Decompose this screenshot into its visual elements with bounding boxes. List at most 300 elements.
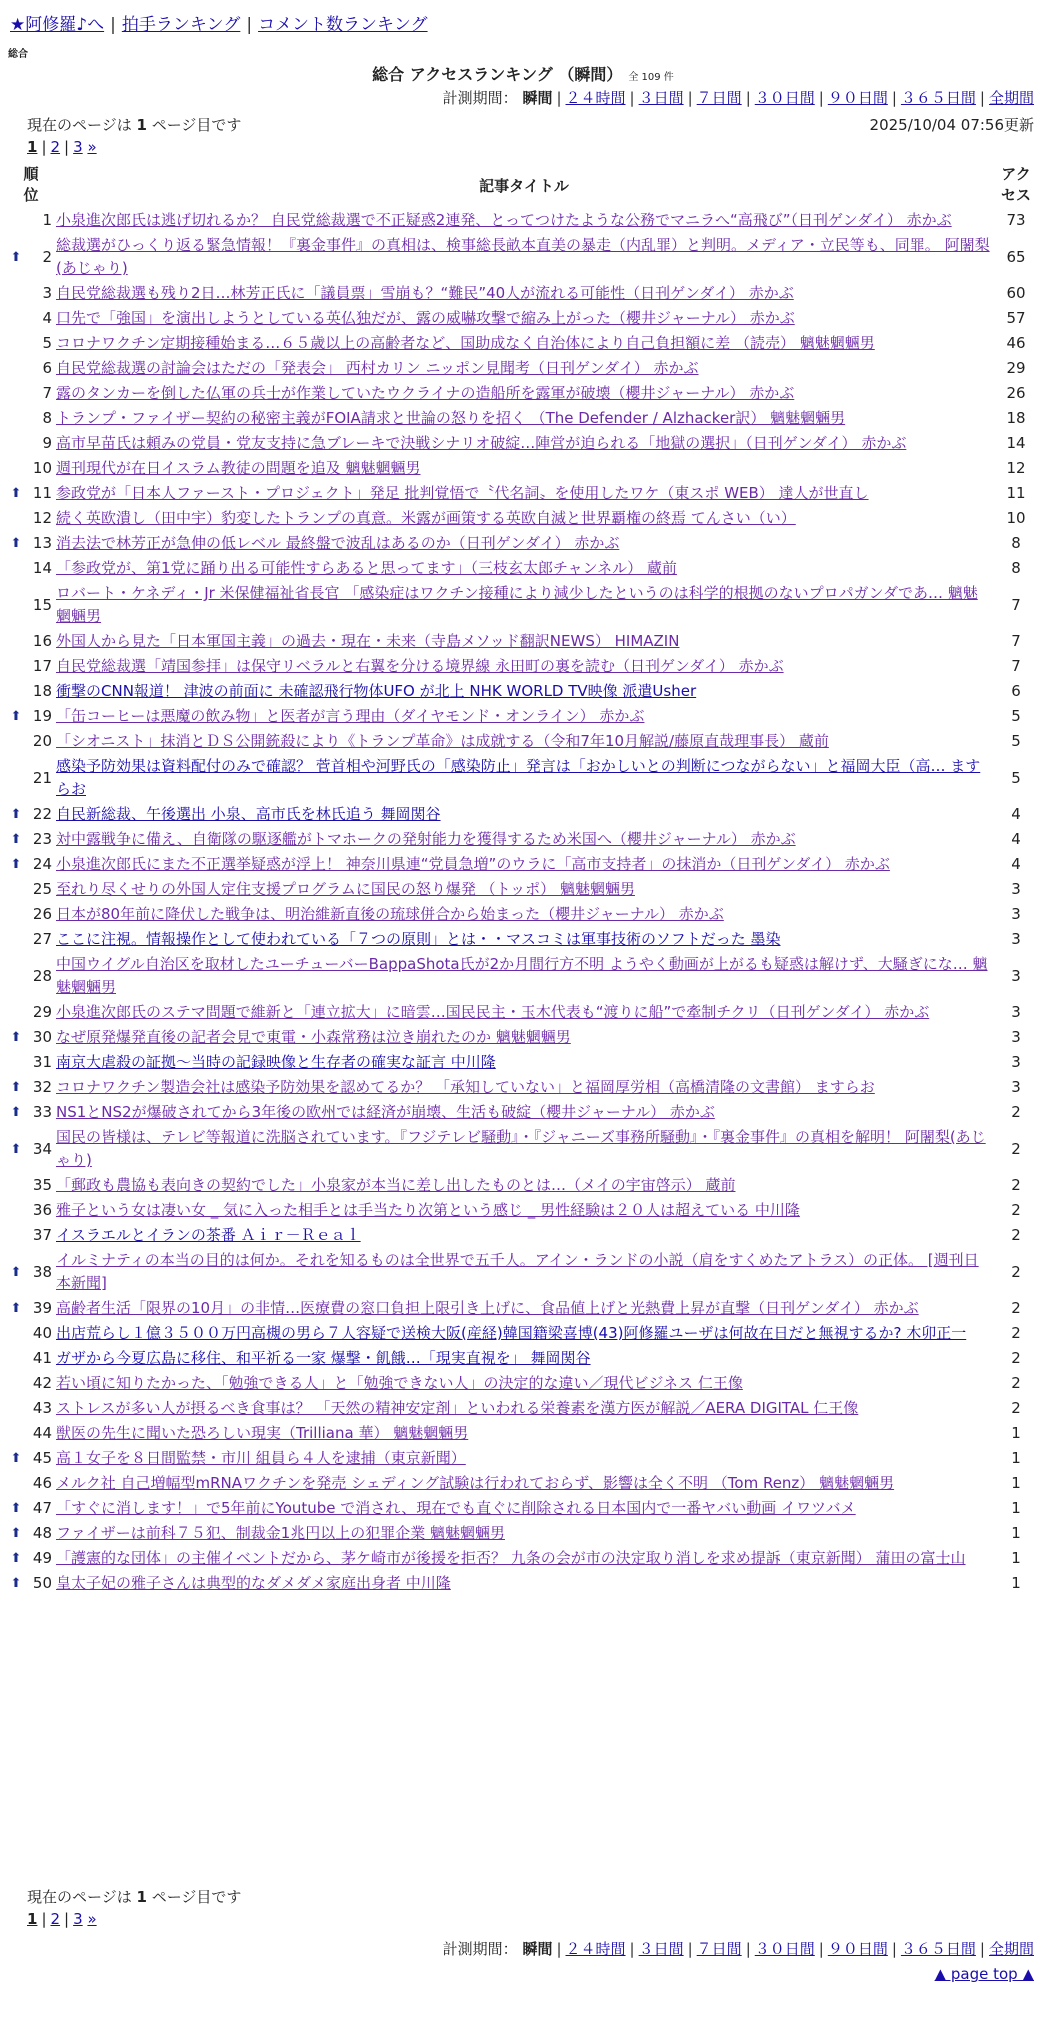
rank-change-cell xyxy=(8,431,24,456)
rank-change-cell xyxy=(8,754,24,802)
article-title-cell xyxy=(54,852,994,877)
rank-number: 46 xyxy=(32,1474,52,1492)
top-period-option-6[interactable]: 全期間 xyxy=(988,89,1034,107)
rank-number: 33 xyxy=(32,1103,52,1121)
access-count: 1 xyxy=(1011,1449,1021,1467)
up-arrow-icon: ⬆ xyxy=(10,249,22,265)
rank-change-cell xyxy=(8,1173,24,1198)
article-link[interactable]: コロナワクチン製造会社は感染予防効果を認めてるか？ 「承知していない」と福岡厚労相（高橋清隆の文書館） ますらお xyxy=(56,1078,875,1096)
rank-number: 25 xyxy=(32,880,52,898)
rank-change-cell xyxy=(8,1371,24,1396)
rank-number: 17 xyxy=(32,657,52,675)
access-count: 2 xyxy=(1011,1262,1021,1281)
rank-change-cell xyxy=(8,679,24,704)
nav-separator: | xyxy=(110,15,116,35)
article-link[interactable]: 小泉進次郎氏にまた不正選挙疑惑が浮上！ 神奈川県連“党員急増”のウラに「高市支持者」の抹消か（日刊ゲンダイ） 赤かぶ xyxy=(56,855,890,873)
up-arrow-icon: ⬆ xyxy=(10,807,22,822)
table-row xyxy=(8,506,1038,531)
article-link[interactable]: コロナワクチン定期接種始まる…６５歳以上の高齢者など、国助成なく自治体により自己負担額に差 （読売） 魑魅魍魎男 xyxy=(56,334,875,352)
rank-change-cell xyxy=(8,927,24,952)
table-row xyxy=(8,531,1038,556)
up-arrow-icon: ⬆ xyxy=(10,709,22,724)
table-row xyxy=(8,827,1038,852)
article-link[interactable]: 感染予防効果は資料配付のみで確認？ 菅首相や河野氏の「感染防止」発言は「おかしいとの判断につながらない」と福岡大臣（高… ますらお xyxy=(56,757,981,798)
table-row xyxy=(8,481,1038,506)
article-link[interactable]: 中国ウイグル自治区を取材したユーチューバーBappaShota氏が2か月間行方不明 ようやく動画が上がるも疑惑は解けず、大騒ぎにな… 魑魅魍魎男 xyxy=(56,955,988,996)
access-count: 2 xyxy=(1011,1299,1021,1317)
up-arrow-icon: ⬆ xyxy=(10,1301,22,1316)
bottom-page-link-2[interactable]: 2 xyxy=(50,1910,61,1928)
table-row xyxy=(8,1100,1038,1125)
rank-change-cell xyxy=(8,1248,24,1296)
table-row xyxy=(8,1223,1038,1248)
rank-header: 順 位 xyxy=(23,165,39,204)
rank-number: 49 xyxy=(32,1549,52,1567)
article-title-cell xyxy=(54,1050,994,1075)
rank-change-cell xyxy=(8,902,24,927)
rank-change-cell xyxy=(8,481,24,506)
table-row xyxy=(8,456,1038,481)
access-count: 11 xyxy=(1006,484,1026,502)
article-link[interactable]: イスラエルとイランの茶番 Ａｉｒ－Ｒｅａｌ xyxy=(56,1226,361,1244)
article-title-cell xyxy=(54,381,994,406)
article-link[interactable]: 続く英欧潰し（田中宇）豹変したトランプの真意。米露が画策する英欧自滅と世界覇権の終焉 てんさい（い） xyxy=(56,509,796,527)
rank-number: 45 xyxy=(32,1449,52,1467)
article-title-cell xyxy=(54,281,994,306)
access-count: 7 xyxy=(1011,595,1021,614)
bottom-period-option-1[interactable]: ３日間 xyxy=(638,1940,684,1958)
article-link[interactable]: 国民の皆様は、テレビ等報道に洗脳されています。『フジテレビ騒動』・『ジャニーズ事務所騒動』・『裏金事件』の真相を解明！ 阿闍梨(あじゃり) xyxy=(56,1128,986,1169)
up-arrow-icon: ⬆ xyxy=(10,1451,22,1466)
rank-change-cell xyxy=(8,1571,24,1596)
rank-number: 13 xyxy=(32,534,52,552)
category-label: 総合 xyxy=(8,49,28,60)
article-link[interactable]: ここに注視。情報操作として使われている「７つの原則」とは・・マスコミは軍事技術のソフトだった 墨染 xyxy=(56,930,781,948)
table-row xyxy=(8,1050,1038,1075)
table-row xyxy=(8,952,1038,1000)
ranking-table xyxy=(8,162,1038,1596)
up-arrow-icon: ⬆ xyxy=(10,536,22,551)
access-count: 1 xyxy=(1011,1424,1021,1442)
article-link[interactable]: トランプ・ファイザー契約の秘密主義がFOIA請求と世論の怒りを招く （The Defender / Alzhacker訳） 魑魅魍魎男 xyxy=(56,409,846,427)
bottom-period-option-4[interactable]: ９０日間 xyxy=(827,1940,888,1958)
rank-change-cell xyxy=(8,729,24,754)
top-page-link-3[interactable]: 3 xyxy=(73,138,83,156)
up-arrow-icon: ⬆ xyxy=(10,1264,22,1280)
access-count: 3 xyxy=(1011,905,1021,923)
rank-change-cell xyxy=(8,356,24,381)
table-row xyxy=(8,1346,1038,1371)
rank-number: 43 xyxy=(32,1399,52,1417)
article-link[interactable]: イルミナティの本当の目的は何か。それを知るものは全世界で五千人。アイン・ランドの小説（肩をすくめたアトラス）の正体。 [週刊日本新聞] xyxy=(56,1251,979,1292)
up-arrow-icon: ⬆ xyxy=(10,1526,22,1541)
article-link[interactable]: ファイザーは前科７５犯、制裁金1兆円以上の犯罪企業 魑魅魍魎男 xyxy=(56,1524,506,1542)
table-row xyxy=(8,927,1038,952)
table-row xyxy=(8,556,1038,581)
nav-separator: | xyxy=(246,15,253,35)
rank-change-cell xyxy=(8,1198,24,1223)
table-row xyxy=(8,381,1038,406)
article-title-cell xyxy=(54,1471,994,1496)
access-count: 2 xyxy=(1011,1176,1021,1194)
table-row xyxy=(8,1248,1038,1296)
table-row xyxy=(8,877,1038,902)
table-row xyxy=(8,902,1038,927)
table-row xyxy=(8,233,1038,281)
access-count: 6 xyxy=(1011,682,1021,700)
rank-change-cell xyxy=(8,1025,24,1050)
table-row xyxy=(8,629,1038,654)
article-link[interactable]: 「缶コーヒーは悪魔の飲み物」と医者が言う理由（ダイヤモンド・オンライン） 赤かぶ xyxy=(56,707,645,725)
article-link[interactable]: 自民党総裁選「靖国参拝」は保守リベラルと右翼を分ける境界線 永田町の裏を読む（日刊ゲンダイ） 赤かぶ xyxy=(56,657,784,675)
article-title-cell xyxy=(54,581,994,629)
article-link[interactable]: 「シオニスト」抹消とＤＳ公開銃殺により《トランプ革命》は成就する（令和7年10月解説/藤原直哉理事長） 蔵前 xyxy=(56,732,829,750)
rank-change-cell xyxy=(8,506,24,531)
table-row xyxy=(8,1396,1038,1421)
access-count: 1 xyxy=(1011,1574,1021,1592)
article-title-cell xyxy=(54,233,994,281)
bottom-period-option-2[interactable]: ７日間 xyxy=(696,1940,742,1958)
bottom-period-option-5[interactable]: ３６５日間 xyxy=(900,1940,976,1958)
rank-number: 22 xyxy=(32,805,52,823)
period-separator: | xyxy=(687,89,693,107)
rank-number: 35 xyxy=(32,1176,52,1194)
article-link[interactable]: 高１女子を８日間監禁・市川 組員ら４人を逮捕（東京新聞） xyxy=(56,1449,466,1467)
applause-ranking-link[interactable]: 拍手ランキング xyxy=(121,15,241,35)
pagination-top xyxy=(27,138,97,156)
top-period-option-5[interactable]: ３６５日間 xyxy=(900,89,976,107)
article-link[interactable]: 南京大虐殺の証拠〜当時の記録映像と生存者の確実な証言 中川隆 xyxy=(56,1053,496,1071)
article-link[interactable]: 高齢者生活「限界の10月」の非情…医療費の窓口負担上限引き上げに、食品値上げと光熱費上昇が直撃（日刊ゲンダイ） 赤かぶ xyxy=(56,1299,919,1317)
rank-number: 34 xyxy=(32,1139,52,1158)
table-row xyxy=(8,1571,1038,1596)
access-count: 3 xyxy=(1011,966,1021,985)
rank-change-cell xyxy=(8,1521,24,1546)
rank-number: 28 xyxy=(32,966,52,985)
rank-change-cell xyxy=(8,704,24,729)
period-separator: | xyxy=(818,1940,824,1958)
rank-number: 3 xyxy=(42,284,52,302)
bottom-period-option-0[interactable]: ２４時間 xyxy=(565,1940,626,1958)
top-page-current: 1 xyxy=(27,138,38,156)
up-arrow-icon: ⬆ xyxy=(10,1080,22,1095)
article-title-cell xyxy=(54,1546,994,1571)
access-count: 57 xyxy=(1006,309,1026,327)
table-row xyxy=(8,1521,1038,1546)
up-arrow-icon: ⬆ xyxy=(10,832,22,847)
page-top-link[interactable]: ▲ page top ▲ xyxy=(934,1965,1034,1983)
article-title-cell xyxy=(54,1321,994,1346)
table-row xyxy=(8,1371,1038,1396)
table-row xyxy=(8,679,1038,704)
article-title-cell xyxy=(54,704,994,729)
up-arrow-icon: ⬆ xyxy=(10,486,22,501)
rank-number: 31 xyxy=(32,1053,52,1071)
access-count: 29 xyxy=(1006,359,1026,377)
article-title-cell xyxy=(54,531,994,556)
table-row xyxy=(8,852,1038,877)
rank-number: 7 xyxy=(42,384,52,402)
period-separator: | xyxy=(556,89,562,107)
article-link[interactable]: 自民党総裁選の討論会はただの「発表会」 西村カリン ニッポン見聞考（日刊ゲンダイ） 赤かぶ xyxy=(56,359,699,377)
table-row xyxy=(8,1321,1038,1346)
article-link[interactable]: 自民新総裁、午後選出 小泉、高市氏を林氏追う 舞岡関谷 xyxy=(56,805,441,823)
article-link[interactable]: 雅子という女は凄い女 _ 気に入った相手とは手当たり次第という感じ _ 男性経験は２０人は超えている 中川隆 xyxy=(56,1201,800,1219)
article-title-cell xyxy=(54,306,994,331)
table-row xyxy=(8,208,1038,233)
table-row xyxy=(8,1000,1038,1025)
period-separator: | xyxy=(891,1940,897,1958)
rank-number: 30 xyxy=(32,1028,52,1046)
article-link[interactable]: 小泉進次郎氏は逃げ切れるか？ 自民党総裁選で不正疑惑2連発、とってつけたような公務でマニラへ“高飛び”（日刊ゲンダイ） 赤かぶ xyxy=(56,211,952,229)
up-arrow-icon: ⬆ xyxy=(10,1105,22,1120)
bottom-page-next[interactable]: » xyxy=(87,1910,97,1928)
table-row xyxy=(8,1446,1038,1471)
access-header: アク セス xyxy=(1000,165,1031,204)
rank-change-cell xyxy=(8,531,24,556)
access-count: 2 xyxy=(1011,1349,1021,1367)
access-count: 3 xyxy=(1011,1053,1021,1071)
pager-separator: | xyxy=(64,138,70,156)
pager-separator: | xyxy=(41,138,47,156)
rank-change-cell xyxy=(8,1546,24,1571)
article-link[interactable]: 若い頃に知りたかった、「勉強できる人」と「勉強できない人」の決定的な違い／現代ビジネス 仁王像 xyxy=(56,1374,743,1392)
rank-change-cell xyxy=(8,1100,24,1125)
rank-change-cell xyxy=(8,1125,24,1173)
article-title-cell xyxy=(54,654,994,679)
article-title-cell xyxy=(54,1446,994,1471)
rank-change-cell xyxy=(8,827,24,852)
article-link[interactable]: 参政党が「日本人ファースト・プロジェクト」発足 批判覚悟で〝代名詞〟を使用したワケ（東スポ WEB） 達人が世直し xyxy=(56,484,869,502)
article-link[interactable]: 衝撃のCNN報道！ 津波の前面に 未確認飛行物体UFO が北上 NHK WORLD TV映像 派遣Usher xyxy=(56,682,697,700)
up-arrow-icon: ⬆ xyxy=(10,1030,22,1045)
table-row xyxy=(8,729,1038,754)
rank-number: 1 xyxy=(42,211,52,229)
rank-number: 39 xyxy=(32,1299,52,1317)
rank-change-cell xyxy=(8,208,24,233)
access-count: 2 xyxy=(1011,1374,1021,1392)
page-title xyxy=(0,62,1046,85)
rank-number: 8 xyxy=(42,409,52,427)
article-title-cell xyxy=(54,952,994,1000)
period-separator: | xyxy=(629,1940,635,1958)
rank-number: 32 xyxy=(32,1078,52,1096)
table-row xyxy=(8,1075,1038,1100)
article-link[interactable]: 日本が80年前に降伏した戦争は、明治維新直後の琉球併合から始まった（櫻井ジャーナル） 赤かぶ xyxy=(56,905,724,923)
top-period-option-0[interactable]: ２４時間 xyxy=(565,89,626,107)
table-row xyxy=(8,1173,1038,1198)
table-row xyxy=(8,1421,1038,1446)
up-arrow-icon: ⬆ xyxy=(10,1551,22,1566)
access-count: 1 xyxy=(1011,1499,1021,1517)
access-count: 1 xyxy=(1011,1549,1021,1567)
top-period-option-2[interactable]: ７日間 xyxy=(696,89,742,107)
asyura-home-link[interactable]: ★阿修羅♪へ xyxy=(10,15,105,35)
access-count: 4 xyxy=(1011,855,1021,873)
rank-number: 6 xyxy=(42,359,52,377)
period-current: 瞬間 xyxy=(522,1940,553,1958)
rank-number: 14 xyxy=(32,559,52,577)
top-period-option-3[interactable]: ３０日間 xyxy=(754,89,815,107)
article-link[interactable]: 対中露戦争に備え、自衛隊の駆逐艦がトマホークの発射能力を獲得するため米国へ（櫻井ジャーナル） 赤かぶ xyxy=(56,830,796,848)
article-link[interactable]: NS1とNS2が爆破されてから3年後の欧州では経済が崩壊、生活も破綻（櫻井ジャーナル） 赤かぶ xyxy=(56,1103,715,1121)
up-arrow-icon: ⬆ xyxy=(10,857,22,872)
access-count: 5 xyxy=(1011,732,1021,750)
rank-number: 26 xyxy=(32,905,52,923)
article-link[interactable]: 総裁選がひっくり返る緊急情報！『裏金事件』の真相は、検事総長畝本直美の暴走（内乱罪）と判明。メディア・立民等も、同罪。 阿闍梨(あじゃり) xyxy=(56,236,990,277)
rank-number: 9 xyxy=(42,434,52,452)
pager-separator: | xyxy=(64,1910,70,1928)
article-link[interactable]: 露のタンカーを倒した仏軍の兵士が作業していたウクライナの造船所を露軍が破壊（櫻井ジャーナル） 赤かぶ xyxy=(56,384,795,402)
period-separator: | xyxy=(556,1940,562,1958)
article-title-cell xyxy=(54,1571,994,1596)
pager-separator: | xyxy=(41,1910,47,1928)
period-label: 計測期間： xyxy=(442,89,518,107)
pagination-bottom xyxy=(27,1910,97,1928)
rank-change-cell xyxy=(8,654,24,679)
table-row xyxy=(8,1125,1038,1173)
article-link[interactable]: 至れり尽くせりの外国人定住支援プログラムに国民の怒り爆発 （トッポ） 魑魅魍魎男 xyxy=(56,880,635,898)
access-count: 7 xyxy=(1011,632,1021,650)
rank-change-cell xyxy=(8,1471,24,1496)
table-row xyxy=(8,1471,1038,1496)
access-count: 2 xyxy=(1011,1399,1021,1417)
current-page-info-top: 現在のページは 1 ページ目です xyxy=(27,116,242,134)
top-page-link-2[interactable]: 2 xyxy=(50,138,61,156)
rank-change-cell xyxy=(8,1000,24,1025)
up-arrow-icon: ⬆ xyxy=(10,1576,22,1591)
access-count: 4 xyxy=(1011,805,1021,823)
table-row xyxy=(8,1025,1038,1050)
article-link[interactable]: 口先で「強国」を演出しようとしている英仏独だが、露の威嚇攻撃で縮み上がった（櫻井ジャーナル） 赤かぶ xyxy=(56,309,795,327)
period-separator: | xyxy=(891,89,897,107)
period-label: 計測期間： xyxy=(442,1940,518,1958)
rank-change-cell xyxy=(8,233,24,281)
access-count: 8 xyxy=(1011,559,1021,577)
article-title-cell xyxy=(54,506,994,531)
table-row xyxy=(8,802,1038,827)
comment-ranking-link[interactable]: コメント数ランキング xyxy=(258,15,428,35)
article-link[interactable]: 皇太子妃の雅子さんは典型的なダメダメ家庭出身者 中川隆 xyxy=(56,1574,451,1592)
bottom-period-option-3[interactable]: ３０日間 xyxy=(754,1940,815,1958)
table-row xyxy=(8,654,1038,679)
table-row xyxy=(8,704,1038,729)
article-link[interactable]: 出店荒らし１億３５００万円高槻の男ら７人容疑で送検大阪(産経)韓国籍梁喜博(43)阿修羅ユーザは何故在日だと無視するか? 木卯正一 xyxy=(56,1324,967,1342)
rank-change-cell xyxy=(8,852,24,877)
rank-number: 4 xyxy=(42,309,52,327)
article-title-cell xyxy=(54,1125,994,1173)
bottom-page-link-3[interactable]: 3 xyxy=(73,1910,83,1928)
rank-number: 12 xyxy=(32,509,52,527)
article-title-cell xyxy=(54,1198,994,1223)
access-count: 2 xyxy=(1011,1139,1021,1158)
access-count: 14 xyxy=(1006,434,1026,452)
article-link[interactable]: メルク社 自己増幅型mRNAワクチンを発売 シェディング試験は行われておらず、影響は全く不明 （Tom Renz） 魑魅魍魎男 xyxy=(56,1474,895,1492)
rank-number: 47 xyxy=(32,1499,52,1517)
table-row xyxy=(8,406,1038,431)
article-title-cell xyxy=(54,927,994,952)
access-count: 18 xyxy=(1006,409,1026,427)
table-row xyxy=(8,356,1038,381)
rank-number: 18 xyxy=(32,682,52,700)
table-row xyxy=(8,754,1038,802)
article-link[interactable]: 高市早苗氏は頼みの党員・党友支持に急ブレーキで決戦シナリオ破綻…陣営が迫られる「地獄の選択」（日刊ゲンダイ） 赤かぶ xyxy=(56,434,907,452)
rank-number: 38 xyxy=(32,1262,52,1281)
article-link[interactable]: ガザから今夏広島に移住、和平祈る一家 爆撃・飢餓…「現実直視を」 舞岡関谷 xyxy=(56,1349,591,1367)
period-separator: | xyxy=(745,1940,751,1958)
access-count: 3 xyxy=(1011,1003,1021,1021)
article-title-cell xyxy=(54,431,994,456)
top-page-next[interactable]: » xyxy=(87,138,97,156)
article-link[interactable]: 「護憲的な団体」の主催イベントだから、茅ケ崎市が後援を拒否？ 九条の会が市の決定取り消しを求め提訴（東京新聞） 蒲田の富士山 xyxy=(56,1549,966,1567)
title-header: 記事タイトル xyxy=(479,176,569,195)
access-count: 3 xyxy=(1011,1078,1021,1096)
updated-timestamp: 2025/10/04 07:56更新 xyxy=(869,116,1034,134)
access-count: 1 xyxy=(1011,1524,1021,1542)
article-title-cell xyxy=(54,556,994,581)
rank-number: 41 xyxy=(32,1349,52,1367)
rank-number: 29 xyxy=(32,1003,52,1021)
article-link[interactable]: 外国人から見た「日本軍国主義」の過去・現在・未来（寺島メソッド翻訳NEWS） HIMAZIN xyxy=(56,632,680,650)
rank-change-cell xyxy=(8,581,24,629)
article-title-cell xyxy=(54,331,994,356)
access-count: 3 xyxy=(1011,1028,1021,1046)
article-link[interactable]: 週刊現代が在日イスラム教徒の問題を追及 魑魅魍魎男 xyxy=(56,459,421,477)
top-period-option-1[interactable]: ３日間 xyxy=(638,89,684,107)
article-link[interactable]: 「すぐに消します！」で5年前にYoutube で消され、現在でも直ぐに削除される日本国内で一番ヤバい動画 イワツバメ xyxy=(56,1499,856,1517)
article-link[interactable]: 「参政党が、第1党に踊り出る可能性すらあると思ってます」（三枝玄太郎チャンネル） 蔵前 xyxy=(56,559,677,577)
article-title-cell xyxy=(54,1000,994,1025)
article-title-cell xyxy=(54,1173,994,1198)
rank-change-cell xyxy=(8,1421,24,1446)
period-separator: | xyxy=(979,89,985,107)
access-count: 65 xyxy=(1006,247,1026,266)
article-link[interactable]: 自民党総裁選も残り2日…林芳正氏に「議員票」雪崩も？“難民”40人が流れる可能性（日刊ゲンダイ） 赤かぶ xyxy=(56,284,794,302)
rank-change-cell xyxy=(8,1296,24,1321)
table-row xyxy=(8,281,1038,306)
period-separator: | xyxy=(818,89,824,107)
article-title-cell xyxy=(54,827,994,852)
rank-number: 48 xyxy=(32,1524,52,1542)
rank-change-cell xyxy=(8,1346,24,1371)
top-nav xyxy=(10,10,428,35)
rank-change-cell xyxy=(8,802,24,827)
rank-change-cell xyxy=(8,1223,24,1248)
article-link[interactable]: 獣医の先生に聞いた恐ろしい現実（Trilliana 華） 魑魅魍魎男 xyxy=(56,1424,469,1442)
article-title-cell xyxy=(54,729,994,754)
table-row xyxy=(8,581,1038,629)
rank-number: 19 xyxy=(32,707,52,725)
rank-change-cell xyxy=(8,629,24,654)
bottom-period-option-6[interactable]: 全期間 xyxy=(988,1940,1034,1958)
rank-change-cell xyxy=(8,952,24,1000)
article-link[interactable]: ロバート・ケネディ・Jr 米保健福祉省長官 「感染症はワクチン接種により減少したというのは科学的根拠のないプロパガンダであ… 魑魅魍魎男 xyxy=(56,584,978,625)
article-link[interactable]: 「郵政も農協も表向きの契約でした」小泉家が本当に差し出したものとは…（メイの宇宙啓示） 蔵前 xyxy=(56,1176,736,1194)
rank-number: 10 xyxy=(32,459,52,477)
top-period-option-4[interactable]: ９０日間 xyxy=(827,89,888,107)
article-title-cell xyxy=(54,1496,994,1521)
article-title-cell xyxy=(54,679,994,704)
rank-number: 21 xyxy=(32,768,52,787)
article-link[interactable]: なぜ原発爆発直後の記者会見で東電・小森常務は泣き崩れたのか 魑魅魍魎男 xyxy=(56,1028,571,1046)
rank-number: 15 xyxy=(32,595,52,614)
rank-number: 11 xyxy=(32,484,52,502)
rank-change-cell xyxy=(8,281,24,306)
article-link[interactable]: 小泉進次郎氏のステマ問題で維新と「連立拡大」に暗雲…国民民主・玉木代表も“渡りに船”で牽制チクリ（日刊ゲンダイ） 赤かぶ xyxy=(56,1003,930,1021)
rank-number: 20 xyxy=(32,732,52,750)
article-link[interactable]: ストレスが多い人が摂るべき食事は？ 「天然の精神安定剤」といわれる栄養素を漢方医が解説／AERA DIGITAL 仁王像 xyxy=(56,1399,859,1417)
article-link[interactable]: 消去法で林芳正が急伸の低レベル 最終盤で波乱はあるのか（日刊ゲンダイ） 赤かぶ xyxy=(56,534,620,552)
